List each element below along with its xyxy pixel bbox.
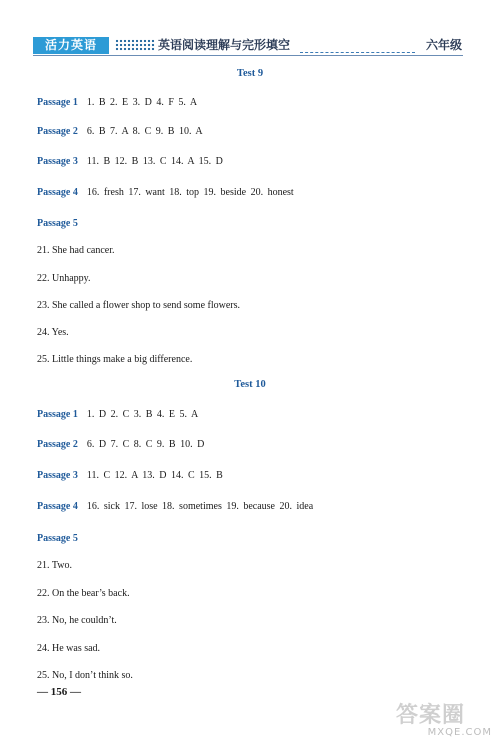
- passage-label: Passage 1: [37, 97, 78, 108]
- passage-label: Passage 3: [37, 156, 78, 167]
- answer-row: [37, 408, 198, 422]
- passage-answers: 1. D 2. C 3. B 4. E 5. A: [86, 409, 199, 420]
- header-rule: [33, 55, 463, 56]
- short-answer: 23. No, he couldn’t.: [37, 615, 117, 626]
- answer-row: [37, 186, 294, 200]
- watermark: [396, 698, 492, 738]
- short-answer: 24. He was sad.: [37, 643, 101, 654]
- passage-answers: 16. sick 17. lose 18. sometimes 19. because 20. idea: [86, 501, 314, 512]
- page-header: [0, 0, 500, 56]
- short-answer: 22. On the bear’s back.: [37, 588, 130, 599]
- answer-row: [37, 500, 313, 514]
- watermark-logo: 答案圈: [396, 703, 466, 728]
- passage-answers: 1. B 2. E 3. D 4. F 5. A: [86, 97, 198, 108]
- answer-row: [37, 96, 197, 110]
- watermark-site: MXQE.COM: [427, 727, 492, 738]
- passage-answers: 16. fresh 17. want 18. top 19. beside 20. honest: [86, 187, 294, 198]
- passage-answers: 11. B 12. B 13. C 14. A 15. D: [86, 156, 223, 167]
- header-dashed-line: [300, 52, 415, 53]
- test-title-9: Test 9: [236, 68, 264, 79]
- passage-label: Passage 4: [37, 187, 78, 198]
- passage-label: Passage 2: [37, 126, 78, 137]
- short-answer: 21. Two.: [37, 560, 72, 571]
- page-number: — 156 —: [37, 686, 81, 698]
- decorative-dots: [115, 39, 155, 51]
- passage-5-label: Passage 5: [37, 218, 78, 229]
- short-answer: 24. Yes.: [37, 327, 69, 338]
- short-answer: 21. She had cancer.: [37, 245, 115, 256]
- book-title: 英语阅读理解与完形填空: [158, 38, 291, 52]
- passage-label: Passage 1: [37, 409, 78, 420]
- test-title-10: Test 10: [234, 379, 266, 390]
- short-answer: 23. She called a flower shop to send some flowers.: [37, 300, 241, 311]
- answer-row: [37, 125, 203, 139]
- short-answer: 25. Little things make a big difference.: [37, 354, 193, 365]
- passage-label: Passage 4: [37, 501, 78, 512]
- answer-row: [37, 155, 223, 169]
- short-answer: 25. No, I don’t think so.: [37, 670, 133, 681]
- series-brand: 活力英语: [33, 37, 109, 54]
- passage-5-label: Passage 5: [37, 533, 78, 544]
- grade-label: 六年级: [425, 38, 462, 52]
- short-answer: 22. Unhappy.: [37, 273, 91, 284]
- passage-answers: 6. B 7. A 8. C 9. B 10. A: [86, 126, 203, 137]
- passage-answers: 11. C 12. A 13. D 14. C 15. B: [86, 470, 223, 481]
- passage-label: Passage 3: [37, 470, 78, 481]
- passage-answers: 6. D 7. C 8. C 9. B 10. D: [86, 439, 205, 450]
- passage-label: Passage 2: [37, 439, 78, 450]
- answer-row: [37, 438, 204, 452]
- answer-row: [37, 469, 223, 483]
